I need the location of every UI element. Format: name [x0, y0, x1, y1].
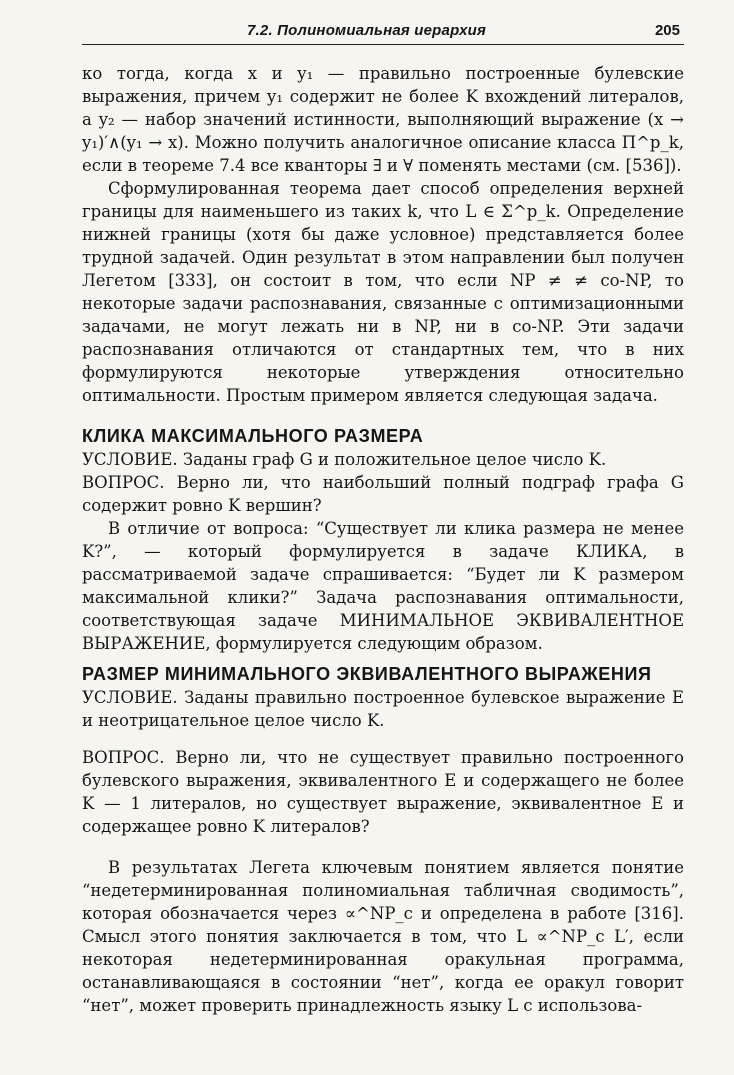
paragraph-3: В отличие от вопроса: “Существует ли клика размера не менее K?”, — который формулируется в задаче КЛИКА, в рассматриваемой задаче спрашивается: “Будет ли K размером максимальной клики?” Задача распознавания оптимальности, соответствующая задаче МИНИМАЛЬНОЕ ЭКВИВАЛЕНТНОЕ ВЫРАЖЕНИЕ, формулируется следующим образом. [82, 519, 684, 653]
question-2: ВОПРОС. Верно ли, что не существует правильно построенного булевского выражения, эквивалентного E и содержащего не более K — 1 литералов, но существует выражение, эквивалентное E и содержащее ровно K литералов? [82, 748, 684, 836]
heading-max-clique: КЛИКА МАКСИМАЛЬНОГО РАЗМЕРА [82, 426, 424, 446]
page-number: 205 [654, 22, 680, 39]
header-rule [82, 44, 684, 45]
condition-1: УСЛОВИЕ. Заданы граф G и положительное целое число K. [82, 450, 607, 469]
paragraph-4: В результатах Легета ключевым понятием является понятие “недетерминированная полиномиальная табличная сводимость”, которая обозначается через ∝^NP_c и определена в работе [316]. Смысл этого понятия заключается в том, что L ∝^NP_c L′, если некоторая недетерминированная оракульная программа, останавливающаяся в состоянии “нет”, когда ее оракул говорит “нет”, может проверить принадлежность языку L с использова- [82, 858, 684, 1015]
page-body [82, 62, 684, 1017]
condition-2: УСЛОВИЕ. Заданы правильно построенное булевское выражение E и неотрицательное целое число K. [82, 688, 684, 730]
running-header [82, 22, 682, 46]
paragraph-2: Сформулированная теорема дает способ определения верхней границы для наименьшего из таких k, что L ∈ Σ^p_k. Определение нижней границы (хотя бы даже условное) представляется более трудной задачей. Один результат в этом направлении был получен Легетом [333], он состоит в том, что если NP ≠ ≠ co-NP, то некоторые задачи распознавания, связанные с оптимизационными задачами, не могут лежать ни в NP, ни в co-NP. Эти задачи распознавания отличаются от стандартных тем, что в них формулируются некоторые утверждения относительно оптимальности. Простым примером является следующая задача. [82, 179, 684, 405]
chapter-title: 7.2. Полиномиальная иерархия [247, 22, 487, 39]
heading-min-equivalent: РАЗМЕР МИНИМАЛЬНОГО ЭКВИВАЛЕНТНОГО ВЫРАЖЕНИЯ [82, 664, 652, 684]
question-1: ВОПРОС. Верно ли, что наибольший полный подграф графа G содержит ровно K вершин? [82, 473, 684, 515]
paragraph-1: ко тогда, когда x и y₁ — правильно построенные булевские выражения, причем y₁ содержит не более K вхождений литералов, а y₂ — набор значений истинности, выполняющий выражение (x → y₁)′∧(y₁ → x). Можно получить аналогичное описание класса Π^p_k, если в теореме 7.4 все кванторы ∃ и ∀ поменять местами (см. [536]). [82, 64, 684, 175]
